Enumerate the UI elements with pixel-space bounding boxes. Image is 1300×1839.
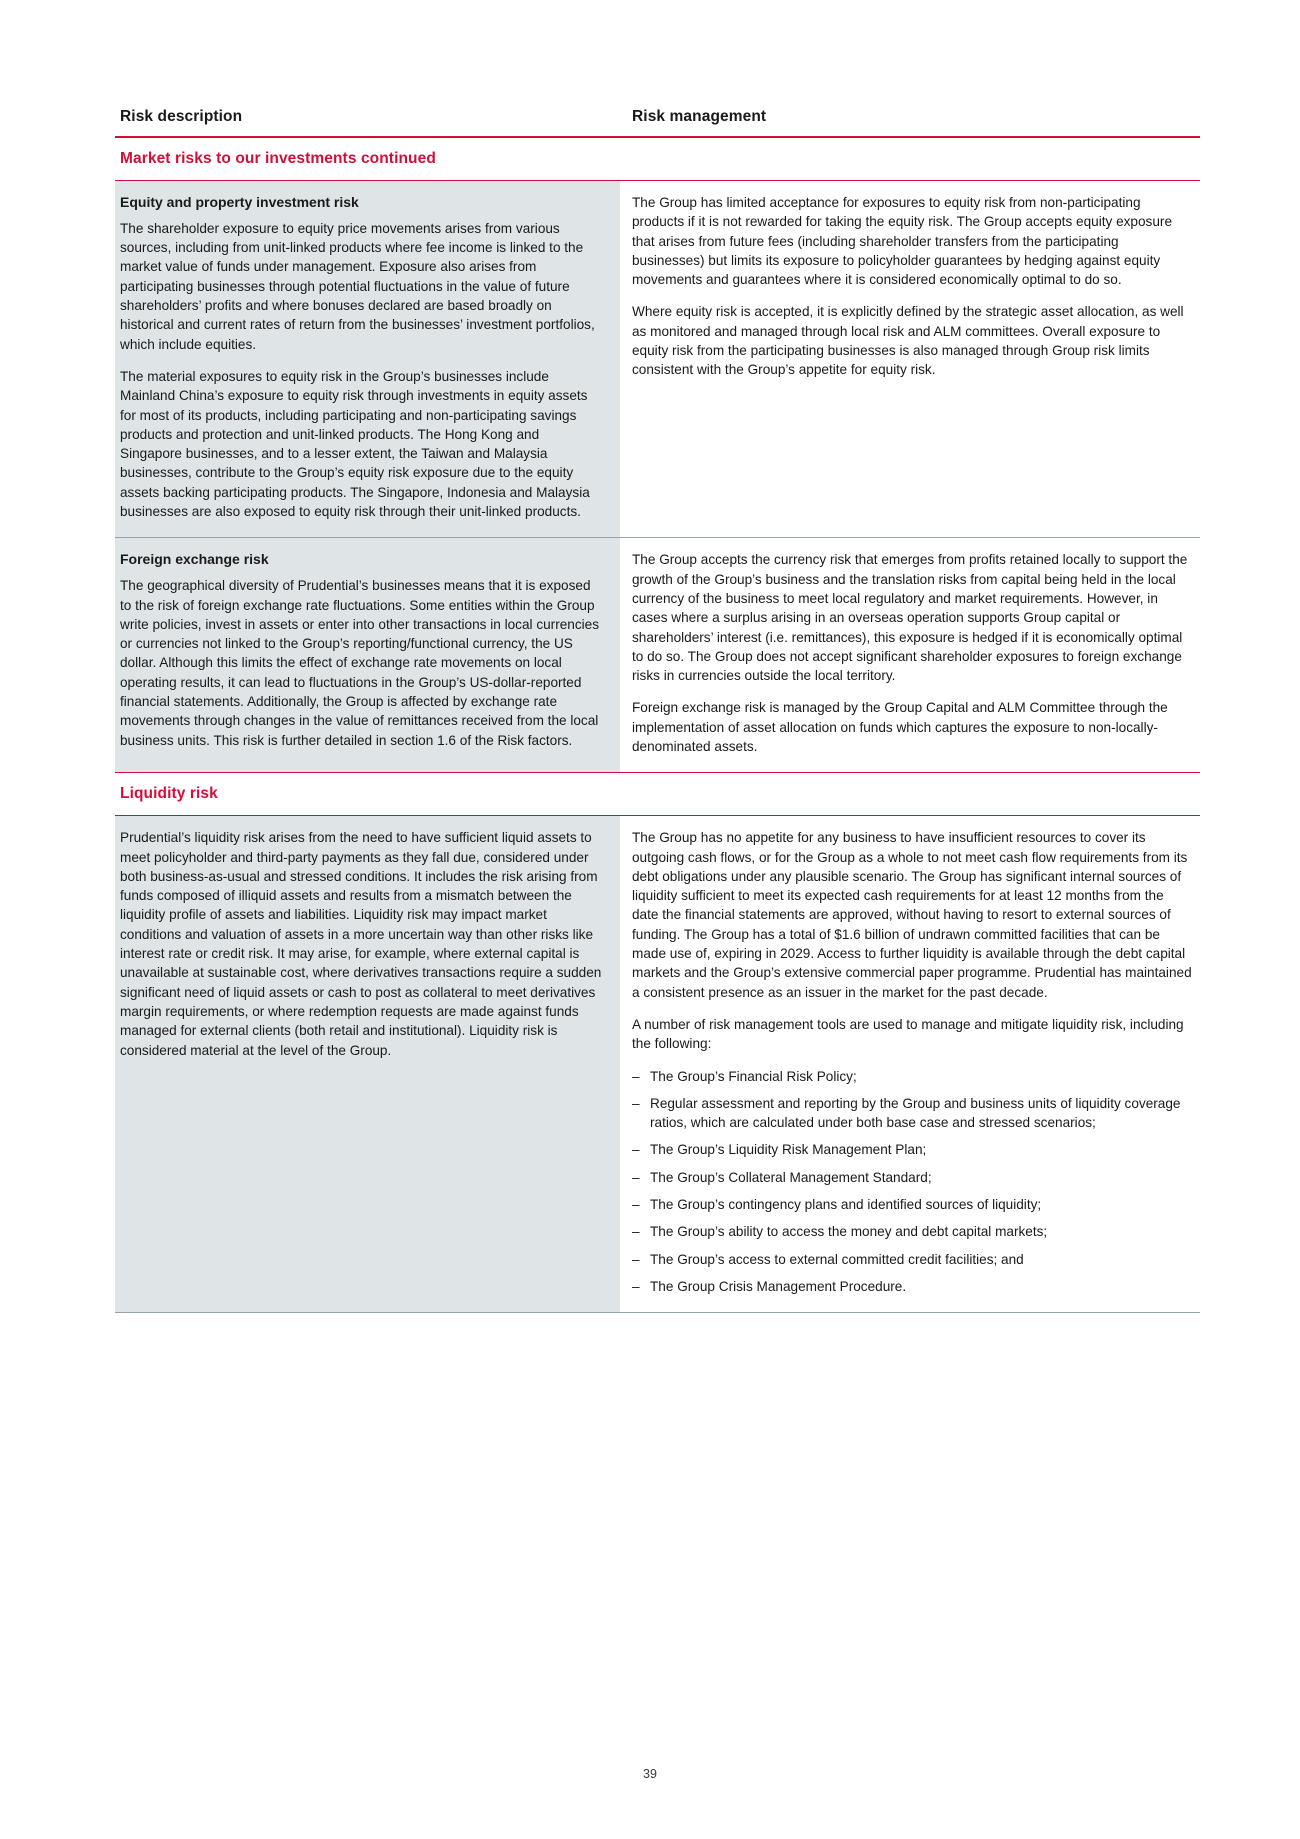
risk-management-paragraph: The Group has no appetite for any business to have insufficient resources to cover its outgoing cash flows, or for the Group as a whole to not meet cash flow requirements from its debt obligations under any plausible scenario. The Group has significant internal sources of liquidity sufficient to meet its expected cash requirements for at least 12 months from the date the financial statements are approved, without having to resort to external sources of funding. The Group has a total of $1.6 billion of undrawn committed facilities that can be made use of, expiring in 2029. Access to further liquidity is available through the debt capital markets and the Group’s extensive commercial paper programme. Prudential has maintained a consistent presence as an issuer in the market for the past decade.	[632, 830, 1192, 1000]
risk-management-paragraph: Foreign exchange risk is managed by the Group Capital and ALM Committee through the implementation of asset allocation on funds which captures the exposure to non-locally-denominated assets.	[632, 700, 1168, 754]
risk-management-tools-list	[632, 1067, 1192, 1297]
page-number: 39	[643, 1767, 657, 1781]
risk-subheading: Equity and property investment risk	[120, 194, 359, 210]
risk-table	[115, 108, 1200, 1313]
risk-description-cell	[115, 538, 620, 773]
risk-management-paragraph: The Group has limited acceptance for exposures to equity risk from non-participating products if it is not rewarded for taking the equity risk. The Group accepts equity exposure that arises from future fees (including shareholder transfers from the participating businesses) but limits its exposure to policyholder guarantees by hedging against equity movements and guarantees where it is considered economically optimal to do so.	[632, 195, 1172, 288]
risk-management-paragraph: Where equity risk is accepted, it is explicitly defined by the strategic asset allocation, as well as monitored and managed through local risk and ALM committees. Overall exposure to equity risk from the participating businesses is also managed through Group risk limits consistent with the Group’s appetite for equity risk.	[632, 304, 1184, 378]
list-item: – The Group’s Financial Risk Policy;	[632, 1067, 1192, 1086]
risk-management-cell	[620, 816, 1200, 1313]
list-item: – The Group’s Collateral Management Standard;	[632, 1168, 1192, 1187]
list-item: – The Group Crisis Management Procedure.	[632, 1277, 1192, 1296]
list-item: – Regular assessment and reporting by the Group and business units of liquidity coverage ratios, which are calculated under both base case and stressed scenarios;	[632, 1094, 1192, 1133]
risk-description-cell	[115, 181, 620, 538]
table-row	[115, 816, 1200, 1313]
section-title-row-market-risks	[115, 137, 1200, 181]
risk-management-paragraph: The Group accepts the currency risk that emerges from profits retained locally to support the growth of the Group’s business and the translation risks from capital being held in the local currency of the business to meet local regulatory and market requirements. However, in cases where a surplus arising in an overseas operation supports Group capital or shareholders’ interest (i.e. remittances), this exposure is hedged if it is economically optimal to do so. The Group does not accept significant shareholder exposures to foreign exchange risks in currencies outside the local territory.	[632, 552, 1188, 684]
risk-description-paragraph: The geographical diversity of Prudential’s businesses means that it is exposed to the risk of foreign exchange rate fluctuations. Some entities within the Group write policies, invest in assets or enter into other transactions in local currencies or currencies not linked to the Group’s reporting/functional currency, the US dollar. Although this limits the effect of exchange rate movements on local operating results, it can lead to fluctuations in the Group’s US-dollar-reported financial statements. Additionally, the Group is affected by exchange rate movements through changes in the value of remittances received from the local business units. This risk is further detailed in section 1.6 of the Risk factors.	[120, 578, 600, 748]
risk-subheading: Foreign exchange risk	[120, 551, 269, 568]
section-title-market-risks: Market risks to our investments continued	[115, 137, 1200, 181]
risk-description-paragraph: The material exposures to equity risk in the Group’s businesses include Mainland China’s exposure to equity risk through investments in equity assets for most of its products, including participating and non-participating savings products and protection and unit-linked products. The Hong Kong and Singapore businesses, and to a lesser extent, the Taiwan and Malaysia businesses, contribute to the Group’s equity risk exposure due to the equity assets backing participating products. The Singapore, Indonesia and Malaysia businesses are also exposed to equity risk through their unit-linked products.	[120, 368, 590, 520]
risk-description-paragraph: The shareholder exposure to equity price movements arises from various sources, including from unit-linked products where fee income is linked to the market value of funds under management. Exposure also arises from participating businesses through potential fluctuations in the value of future shareholders’ profits and where bonuses declared are based broadly on historical and current rates of return from the businesses’ investment portfolios, which include equities.	[120, 220, 595, 352]
section-title-row-liquidity-risk	[115, 773, 1200, 816]
section-title-liquidity-risk: Liquidity risk	[115, 773, 1200, 816]
list-item: – The Group’s Liquidity Risk Management Plan;	[632, 1140, 1192, 1159]
table-row	[115, 181, 1200, 538]
list-item: – The Group’s contingency plans and identified sources of liquidity;	[632, 1195, 1192, 1214]
column-header-risk-management: Risk management	[632, 108, 767, 125]
risk-management-cell	[620, 538, 1200, 773]
risk-management-paragraph: A number of risk management tools are used to manage and mitigate liquidity risk, including the following:	[632, 1016, 1184, 1052]
risk-description-paragraph: Prudential’s liquidity risk arises from the need to have sufficient liquid assets to meet policyholder and third-party payments as they fall due, considered under both business-as-usual and stressed conditions. It includes the risk arising from funds composed of illiquid assets and results from a mismatch between the liquidity profile of assets and liabilities. Liquidity risk may impact market conditions and valuation of assets in a more uncertain way than other risks like interest rate or credit risk. It may arise, for example, where external capital is unavailable at sustainable cost, where derivatives transactions require a sudden significant need of liquid assets or cash to post as collateral to meet derivatives margin requirements, or where redemption requests are made against funds managed for external clients (both retail and institutional). Liquidity risk is considered material at the level of the Group.	[120, 830, 602, 1058]
risk-description-cell	[115, 816, 620, 1313]
table-row	[115, 538, 1200, 773]
list-item: – The Group’s ability to access the money and debt capital markets;	[632, 1222, 1192, 1241]
list-item: – The Group’s access to external committed credit facilities; and	[632, 1250, 1192, 1269]
risk-management-cell	[620, 181, 1200, 538]
column-header-risk-description: Risk description	[120, 108, 243, 125]
table-header-row	[115, 108, 1200, 136]
